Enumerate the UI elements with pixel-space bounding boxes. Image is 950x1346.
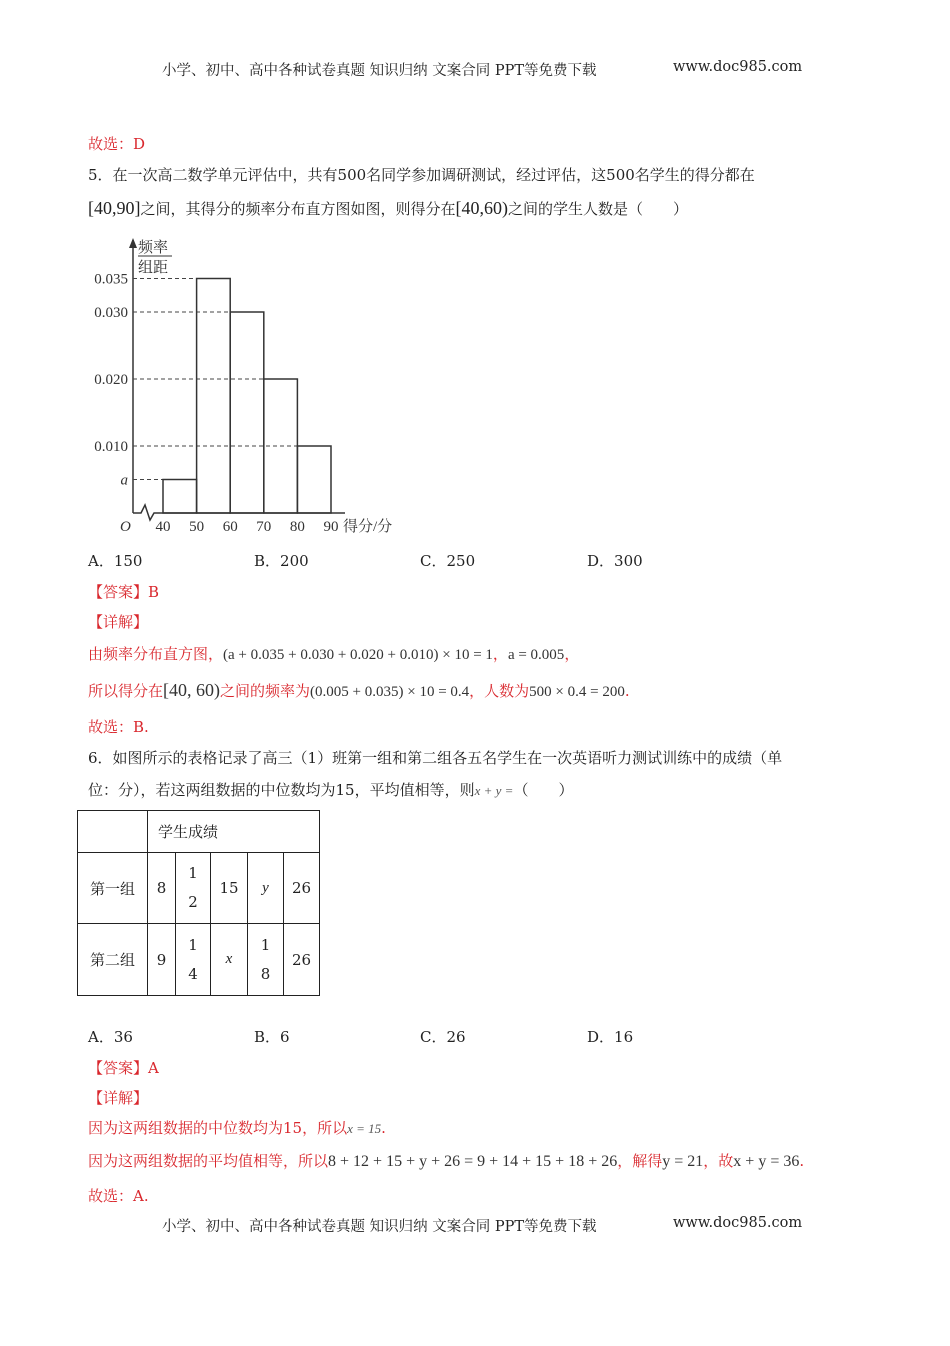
table-row (78, 853, 320, 924)
table-row (78, 924, 320, 996)
q6-option-b: B．6 (254, 1028, 290, 1046)
q5-line1: 5．在一次高二数学单元评估中，共有500名同学参加调研测试，经过评估，这500名学生的得分都在 (88, 166, 755, 184)
text: ，人数为 (469, 682, 530, 700)
cell: 26 (284, 924, 320, 996)
y-tick-label: 0.010 (94, 439, 128, 455)
text: . (381, 1119, 386, 1137)
text: ， (492, 645, 508, 663)
x-tick-label: 40 (155, 519, 171, 535)
q6-line2 (88, 779, 573, 800)
q5-text: 之间的学生人数是（ ） (508, 200, 689, 218)
origin-label: O (120, 519, 131, 535)
x-tick-label: 90 (323, 519, 339, 535)
footer-text: 小学、初中、高中各种试卷真题 知识归纳 文案合同 PPT等免费下载 (162, 1219, 597, 1235)
x-axis-label: 得分/分 (343, 519, 393, 535)
histogram (0, 0, 950, 545)
text: ，解得 (617, 1152, 663, 1170)
row-label: 第二组 (78, 924, 148, 996)
text: 因为这两组数据的平均值相等，所以 (88, 1152, 329, 1170)
y-tick-label: a (120, 472, 128, 489)
q5-option-a: A．150 (88, 552, 143, 570)
text: . (624, 682, 630, 700)
q5-detail-label: 【详解】 (88, 613, 149, 631)
q6-line1: 6．如图所示的表格记录了高三（1）班第一组和第二组各五名学生在一次英语听力测试训练中的成绩（单 (88, 749, 783, 767)
cell: 26 (284, 853, 320, 924)
histogram-bar (230, 312, 264, 513)
q6-conclusion: 故选：A. (88, 1187, 149, 1205)
q5-conclusion: 故选：B. (88, 718, 149, 736)
header-text: 小学、初中、高中各种试卷真题 知识归纳 文案合同 PPT等免费下载 (162, 63, 597, 79)
text: 因为这两组数据的中位数均为15，所以 (88, 1119, 348, 1137)
y-axis-arrow-icon (129, 238, 137, 248)
cell: x (211, 924, 248, 996)
cell: 1 4 (176, 924, 211, 996)
x-tick-label: 60 (222, 519, 238, 535)
cell: 9 (148, 924, 176, 996)
formula: (0.005 + 0.035) × 10 = 0.4 (310, 684, 470, 700)
y-axis-label-bottom: 组距 (138, 260, 169, 276)
formula: x = 15 (347, 1121, 382, 1136)
q5-solution-2 (88, 680, 630, 701)
text: （ ） (513, 781, 574, 799)
cell: 1 2 (176, 853, 211, 924)
q5-text: 之间，其得分的频率分布直方图如图，则得分在 (140, 200, 456, 218)
formula: x + y = 36 (733, 1153, 800, 1170)
q6-solution-1 (88, 1117, 386, 1138)
q5-solution-1 (88, 643, 579, 664)
formula: y = 21 (662, 1153, 704, 1170)
text: 所以得分在 (88, 682, 164, 700)
row-label: 第一组 (78, 853, 148, 924)
text: ， (564, 645, 580, 663)
cell: y (248, 853, 284, 924)
text: 由频率分布直方图， (88, 645, 224, 663)
y-axis-label-top: 频率 (138, 240, 169, 256)
y-tick-label: 0.035 (94, 271, 128, 288)
q6-answer: 【答案】A (88, 1059, 159, 1077)
q5-range1: [40,90] (88, 198, 141, 218)
prev-answer: 故选：D (88, 135, 146, 153)
q6-detail-label: 【详解】 (88, 1089, 149, 1107)
q5-option-b: B．200 (254, 552, 309, 570)
cell: 1 8 (248, 924, 284, 996)
empty-cell (78, 811, 148, 853)
footer-link[interactable]: www.doc985.com (673, 1215, 803, 1231)
formula: x + y = (474, 783, 514, 798)
cell: 15 (211, 853, 248, 924)
x-tick-label: 50 (189, 519, 205, 535)
formula: a = 0.005 (507, 647, 565, 663)
q6-solution-2 (88, 1150, 804, 1171)
histogram-bar (297, 446, 331, 513)
cell: 8 (148, 853, 176, 924)
q5-option-c: C．250 (420, 552, 476, 570)
histogram-bar (197, 279, 231, 514)
table-header: 学生成绩 (148, 811, 320, 853)
y-tick-label: 0.030 (94, 305, 128, 321)
text: . (799, 1152, 805, 1170)
q5-option-d: D．300 (587, 552, 643, 570)
histogram-bar (163, 480, 197, 514)
formula: 500 × 0.4 = 200 (529, 684, 625, 700)
x-tick-label: 80 (289, 519, 305, 535)
q6-option-a: A．36 (88, 1028, 133, 1046)
x-tick-label: 70 (256, 519, 272, 535)
q6-option-d: D．16 (587, 1028, 634, 1046)
formula: 8 + 12 + 15 + y + 26 = 9 + 14 + 15 + 18 + 26 (328, 1153, 618, 1170)
q5-answer: 【答案】B (88, 583, 160, 601)
formula: [40, 60) (163, 680, 221, 700)
text: 位：分），若这两组数据的中位数均为15，平均值相等，则 (88, 781, 475, 799)
header-link[interactable]: www.doc985.com (673, 59, 803, 75)
q6-option-c: C．26 (420, 1028, 466, 1046)
text: 之间的频率为 (220, 682, 311, 700)
text: ，故 (703, 1152, 734, 1170)
y-tick-label: 0.020 (94, 372, 128, 388)
q5-range2: [40,60) (455, 198, 509, 218)
score-table (77, 810, 320, 996)
formula: (a + 0.035 + 0.030 + 0.020 + 0.010) × 10 = 1 (223, 647, 493, 663)
